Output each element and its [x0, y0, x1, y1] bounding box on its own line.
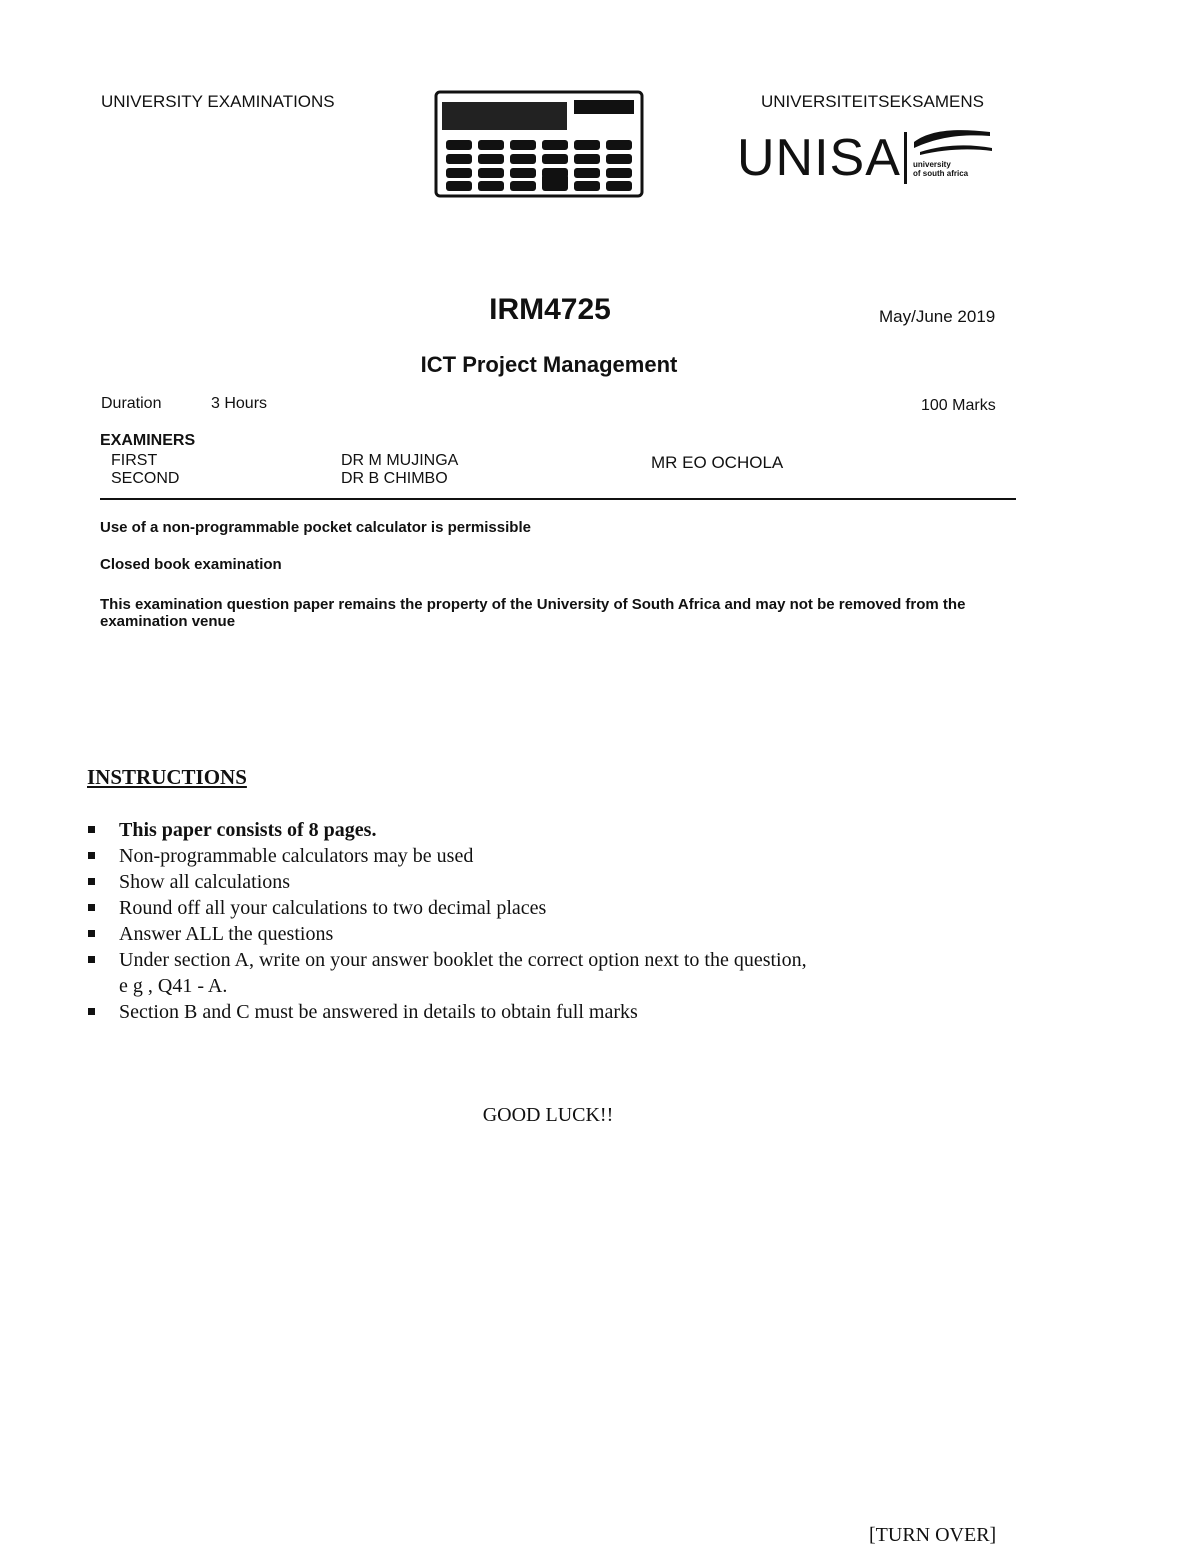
bullet-icon: [88, 878, 95, 885]
examiner-first-name: DR M MUJINGA: [341, 452, 459, 469]
bullet-icon: [88, 1008, 95, 1015]
list-item: [86, 843, 986, 869]
unisa-logo: [737, 126, 1007, 190]
instruction-text: Round off all your calculations to two decimal places: [119, 897, 547, 919]
exam-date: May/June 2019: [879, 307, 996, 326]
bullet-icon: [88, 904, 95, 911]
list-item: [86, 817, 986, 843]
bullet-icon: [88, 826, 95, 833]
list-item-continuation: [86, 973, 986, 999]
unisa-emblem-icon: [910, 128, 994, 158]
good-luck-text: GOOD LUCK!!: [482, 1104, 614, 1126]
bullet-icon: [88, 956, 95, 963]
course-title: ICT Project Management: [420, 352, 678, 377]
instruction-text: e g , Q41 - A.: [119, 975, 228, 997]
exam-code: IRM4725: [489, 293, 611, 326]
bullet-icon: [88, 852, 95, 859]
bullet-icon: [88, 930, 95, 937]
calculator-icon: [434, 88, 644, 200]
unisa-wordmark: UNISA: [737, 129, 901, 187]
logo-divider: [904, 132, 907, 184]
property-note: This examination question paper remains the property of the University of South Africa and may not be removed from the examination venue: [100, 596, 966, 630]
instruction-text: Under section A, write on your answer booklet the correct option next to the question,: [119, 949, 807, 971]
examiner-second-label: SECOND: [111, 470, 180, 487]
list-item: [86, 869, 986, 895]
logo-subtitle-line1: university: [913, 160, 951, 169]
total-marks: 100 Marks: [921, 397, 996, 414]
instruction-text: Non-programmable calculators may be used: [119, 845, 474, 867]
list-item: [86, 921, 986, 947]
instruction-text: Section B and C must be answered in details to obtain full marks: [119, 1001, 638, 1023]
instruction-text: Answer ALL the questions: [119, 923, 334, 945]
header-right-title: UNIVERSITEITSEKSAMENS: [761, 92, 984, 111]
list-item: [86, 999, 986, 1025]
instructions-title: INSTRUCTIONS: [87, 765, 247, 789]
examiner-second-name: DR B CHIMBO: [341, 470, 448, 487]
exam-code-row: [0, 293, 1200, 327]
header-divider: [100, 498, 1016, 500]
good-luck-row: [0, 1104, 1200, 1127]
duration-label: Duration: [101, 395, 162, 412]
instruction-text: Show all calculations: [119, 871, 291, 893]
examiners-heading: EXAMINERS: [100, 432, 196, 449]
header-left-title: UNIVERSITY EXAMINATIONS: [101, 92, 335, 111]
list-item: [86, 895, 986, 921]
instruction-text: This paper consists of 8 pages.: [119, 819, 377, 841]
list-item: [86, 947, 986, 973]
duration-value: 3 Hours: [211, 395, 268, 412]
turn-over-text: [TURN OVER]: [869, 1524, 997, 1546]
examiner-external-name: MR EO OCHOLA: [651, 453, 784, 472]
instructions-list: [86, 817, 986, 1025]
logo-subtitle-line2: of south africa: [913, 169, 969, 178]
course-title-row: [0, 352, 1200, 378]
calculator-note: Use of a non-programmable pocket calculator is permissible: [100, 519, 531, 536]
closed-book-note: Closed book examination: [100, 556, 282, 573]
examiner-first-label: FIRST: [111, 452, 158, 469]
